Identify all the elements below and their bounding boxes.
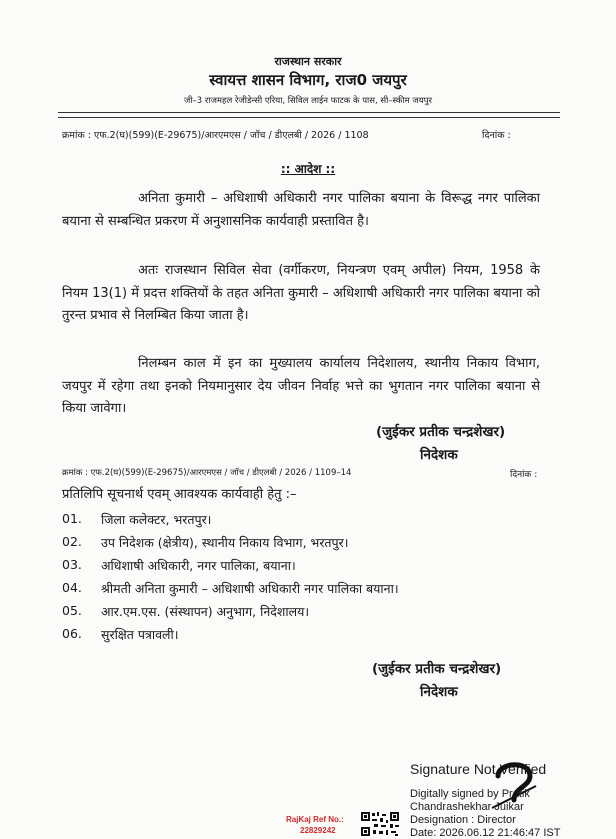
qr-code-icon [360,811,400,837]
copy-item-number: 01. [62,511,82,526]
copy-item-text: श्रीमती अनिता कुमारी – अधिशाषी अधिकारी नगर पालिका बयाना। [101,581,399,596]
signatory-title: निदेशक [420,684,458,700]
signatory-name: (जुईकर प्रतीक चन्द्रशेखर) [372,661,502,677]
department-address: जी–3 राजमहल रेजीडेन्सी एरिया, सिविल लाईन फाटक के पास, सी–स्कीम जयपुर [184,96,432,106]
paragraph-2: अतः राजस्थान सिविल सेवा (वर्गीकरण, नियन्त्रण एवम् अपील) नियम, 1958 के नियम 13(1) में प्रदत्त शक्तियों के तहत अनिता कुमारी – अधिशाषी अधिकारी नगर पालिका बयाना को तुरन्त प्रभाव से निलम्बित किया जाता है। [62,263,540,323]
department-name: स्वायत्त शासन विभाग, राज0 जयपुर [209,71,407,89]
copy-item-text: उप निदेशक (क्षेत्रीय), स्थानीय निकाय विभाग, भरतपुर। [101,535,349,550]
signature-status: Signature Not Verified [410,761,547,777]
order-date-label: दिनांक : [482,130,511,141]
order-title: :: आदेश :: [280,162,336,176]
signatory-title: निदेशक [420,447,458,463]
government-name: राजस्थान सरकार [274,55,342,68]
header-divider [58,112,560,113]
rajkaj-ref-label: RajKaj Ref No.: [286,815,344,824]
signature-date: Date: 2026.06.12 21:46:47 IST [410,827,561,839]
copy-item-text: अधिशाषी अधिकारी, नगर पालिका, बयाना। [101,558,296,573]
rajkaj-ref-number: 22829242 [300,826,336,835]
signature-designation: Designation : Director [410,814,516,826]
copy-item-number: 02. [62,534,82,549]
order-reference-number: क्रमांक : एफ.2(घ)(599)(E-29675)/आरएमएस / जॉच / डीएलबी / 2026 / 1108 [62,130,369,141]
header-divider-2 [58,117,560,118]
copy-date-label: दिनांक : [510,470,538,480]
signature-signed-by: Digitally signed by Pratik [410,788,530,800]
copy-item-number: 06. [62,626,82,641]
signatory-name: (जुईकर प्रतीक चन्द्रशेखर) [376,424,506,440]
signature-signer-name: Chandrashekhar Juikar [410,801,524,813]
copy-item-number: 05. [62,603,82,618]
copy-item-text: जिला कलेक्टर, भरतपुर। [101,512,212,527]
copy-reference-number: क्रमांक : एफ.2(घ)(599)(E-29675)/आरएमएस / जॉच / डीएलबी / 2026 / 1109–14 [62,468,352,478]
paragraph-1: अनिता कुमारी – अधिशाषी अधिकारी नगर पालिका बयाना के विरूद्ध नगर पालिका बयाना से सम्बन्धित प्रकरण में अनुशासनिक कार्यवाही प्रस्तावित है। [62,191,540,229]
copy-heading: प्रतिलिपि सूचनार्थ एवम् आवश्यक कार्यवाही हेतु :– [62,487,297,502]
copy-item-text: सुरक्षित पत्रावली। [101,627,179,642]
copy-item-number: 03. [62,557,82,572]
copy-item-number: 04. [62,580,82,595]
paragraph-3: निलम्बन काल में इन का मुख्यालय कार्यालय निदेशालय, स्थानीय निकाय विभाग, जयपुर में रहेगा तथा इनको नियमानुसार देय जीवन निर्वाह भत्ते का भुगतान नगर पालिका बयाना से किया जावेगा। [62,356,540,416]
copy-item-text: आर.एम.एस. (संस्थापन) अनुभाग, निदेशालय। [101,604,310,619]
